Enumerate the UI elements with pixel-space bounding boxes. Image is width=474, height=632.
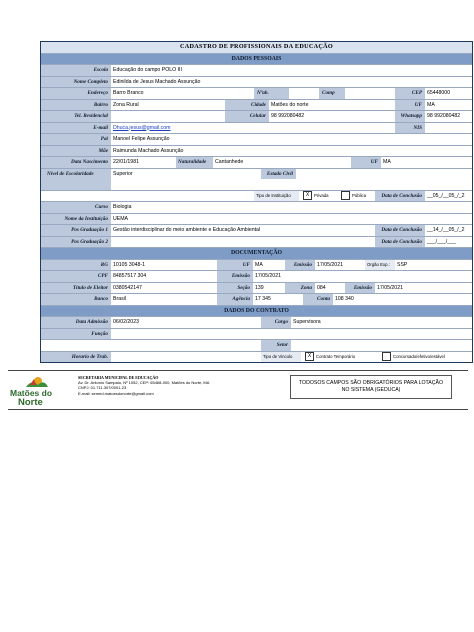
secretaria-info [78,375,209,396]
field-data-conclusao-2[interactable]: __14_/__05_/_2 [425,225,472,236]
label-nab: Nºab. [254,88,289,99]
field-bairro[interactable]: Zona Rural [111,100,225,111]
field-cpf[interactable]: 84857517 304 [111,271,217,282]
field-uf[interactable]: MA [425,100,472,111]
label-data-conclusao-1: Data de Conclusão [375,191,425,202]
blank-label [41,191,111,202]
label-data-nasc: Data Nascimento [41,157,111,168]
field-horario[interactable] [111,352,261,363]
privada-checkbox[interactable]: X [303,191,312,200]
label-orgao: Orgão Exp.: [365,260,395,271]
section-docs: DOCUMENTAÇÃO [41,248,472,260]
field-naturalidade[interactable]: Cantanhede [213,157,351,168]
section-contract: DADOS DO CONTRATO [41,306,472,318]
label-cpf-emissao: Emissão [217,271,253,282]
field-tel-res[interactable] [111,111,225,122]
field-orgao[interactable]: SSP [395,260,472,271]
label-cidade: Cidade [225,100,269,111]
registration-form [40,41,473,363]
blank-setor-left [41,340,261,351]
label-mae: Mãe [41,146,111,157]
field-comp[interactable] [345,88,395,99]
publica-label: Pública [352,192,367,198]
field-titulo[interactable]: 0380542147 [111,283,217,294]
field-rg-emissao[interactable]: 17/05/2021 [315,260,365,271]
field-pos2[interactable] [111,237,375,248]
footer [8,370,468,410]
label-celular: Celular [225,111,269,122]
field-cidade[interactable]: Matões do norte [269,100,395,111]
mandatory-fields-notice: TODOSOS CAMPOS SÃO OBRIGATÓRIOS PARA LOTAÇÃO NO SISTEMA (GEDUCA) [290,375,452,399]
field-zona[interactable]: 084 [315,283,345,294]
concursado-label: Concursado/efetivo/estável [393,353,445,359]
field-nome-inst[interactable]: UEMA [111,214,472,225]
label-whatsapp: Whatsapp [395,111,425,122]
field-uf-nat[interactable]: MA [381,157,472,168]
label-nivel: Nível de Escolaridade [41,169,111,190]
option-contrato-temp[interactable] [301,352,378,363]
label-uf: UF [395,100,425,111]
option-privada[interactable] [299,191,337,202]
label-setor: Setor [261,340,291,351]
label-rg-emissao: Emissão [285,260,315,271]
label-nis: NIS [395,123,425,134]
field-cpf-emissao[interactable]: 17/05/2021 [253,271,472,282]
label-escola: Escola [41,65,111,76]
label-pai: Pai [41,134,111,145]
logo-text-2: Norte [18,397,43,407]
label-nome: Nome Completo [41,77,111,88]
label-uf-nat: UF [351,157,381,168]
field-nab[interactable] [289,88,319,99]
label-endereco: Endereço [41,88,111,99]
field-pai[interactable]: Manoel Felipe Assunção [111,134,472,145]
label-agencia: Agência [217,294,253,305]
label-funcao: Função [41,329,111,340]
label-naturalidade: Naturalidade [176,157,213,168]
field-conta[interactable]: 108 340 [333,294,472,305]
field-banco[interactable]: Brasil [111,294,217,305]
label-data-conclusao-2: Data de Conclusão [375,225,425,236]
field-secao[interactable]: 139 [253,283,285,294]
label-tel-res: Tel. Residencial [41,111,111,122]
secretaria-name: SECRETARIA MUNICIPAL DE EDUCAÇÃO [78,375,159,380]
label-titulo: Título de Eleitor [41,283,111,294]
field-celular[interactable]: 98 992080482 [269,111,395,122]
field-rg[interactable]: 10105 3048-1 [111,260,217,271]
field-pos1[interactable]: Gestão interdisciplinar do meio ambiente e Educação Ambiental [111,225,375,236]
field-agencia[interactable]: 17 345 [253,294,303,305]
form-title: CADASTRO DE PROFISSIONAIS DA EDUCAÇÃO [41,42,472,54]
label-nome-inst: Nome da Instituição [41,214,111,225]
field-cep[interactable]: 65448000 [425,88,472,99]
secretaria-address: Av. Dr. Antonio Sampaio, Nº 1052, CEP: 65468-000, Matões do Norte, MA [78,380,210,386]
field-cargo[interactable]: Supervisora [291,317,472,328]
label-secao: Seção [217,283,253,294]
concursado-checkbox[interactable] [382,352,391,361]
label-curso: Curso [41,202,111,213]
matoes-do-norte-logo [8,375,62,407]
field-email[interactable]: Dhuca.jesus@gmail.com [111,123,395,134]
field-setor[interactable] [291,340,472,351]
label-rg: RG [41,260,111,271]
label-tipo-vinculo: Tipo de Vinculo [261,352,301,363]
label-estado-civil: Estado Civil [261,169,296,180]
field-funcao[interactable] [111,329,472,340]
label-cep: CEP [395,88,425,99]
field-nivel[interactable]: Superior [111,169,261,180]
field-rg-uf[interactable]: MA [253,260,285,271]
contrato-temp-checkbox[interactable]: X [305,352,314,361]
label-tipo-inst: Tipo de Instituição [254,191,299,202]
label-cpf: CPF [41,271,111,282]
privada-label: Privada [314,192,329,198]
publica-checkbox[interactable] [341,191,350,200]
field-data-conclusao-1[interactable]: __05_/__05_/_2 [425,191,472,202]
field-whatsapp[interactable]: 98 992080482 [425,111,472,122]
label-data-admissao: Data Admissão [41,317,111,328]
secretaria-cnpj: CNPJ: 01.711.307/0001-23 [78,385,127,391]
contrato-temp-label: Contrato Temporário [316,353,356,359]
option-publica[interactable] [337,191,375,202]
label-titulo-emissao: Emissão [345,283,375,294]
label-pos2: Pos Graduação 2 [41,237,111,248]
label-bairro: Bairro [41,100,111,111]
field-data-nasc[interactable]: 22/01/1981 [111,157,176,168]
field-nome[interactable]: Edinilda de Jesus Machado Assunção [111,77,472,88]
label-pos1: Pos Graduação 1 [41,225,111,236]
label-rg-uf: UF [217,260,253,271]
section-personal: DADOS PESSOAIS [41,54,472,66]
field-titulo-emissao[interactable]: 17/05/2021 [375,283,472,294]
label-zona: Zona [285,283,315,294]
label-email: E-mail [41,123,111,134]
option-concursado[interactable] [378,352,472,363]
field-escola[interactable]: Educação do campo POLO III [111,65,472,76]
label-banco: Banco [41,294,111,305]
field-mae[interactable]: Raimunda Machado Assunção [111,146,472,157]
secretaria-email: E-mail: semed.matoesdonorte@gmail.com [78,390,154,396]
label-horario: Horario de Trab. [41,352,111,363]
label-cargo: Cargo [261,317,291,328]
field-nis[interactable] [425,123,472,134]
label-conta: Conta [303,294,333,305]
blank-field [111,191,254,202]
field-curso[interactable]: Biologia [111,202,472,213]
label-data-conclusao-3: Data de Conclusão [375,237,425,248]
field-data-admissao[interactable]: 06/02/2023 [111,317,261,328]
field-endereco[interactable]: Barro Branco [111,88,254,99]
logo-text-1: Matões do [10,388,53,398]
label-comp: Comp [319,88,345,99]
field-data-conclusao-3[interactable]: ___/___/___ [425,237,472,248]
